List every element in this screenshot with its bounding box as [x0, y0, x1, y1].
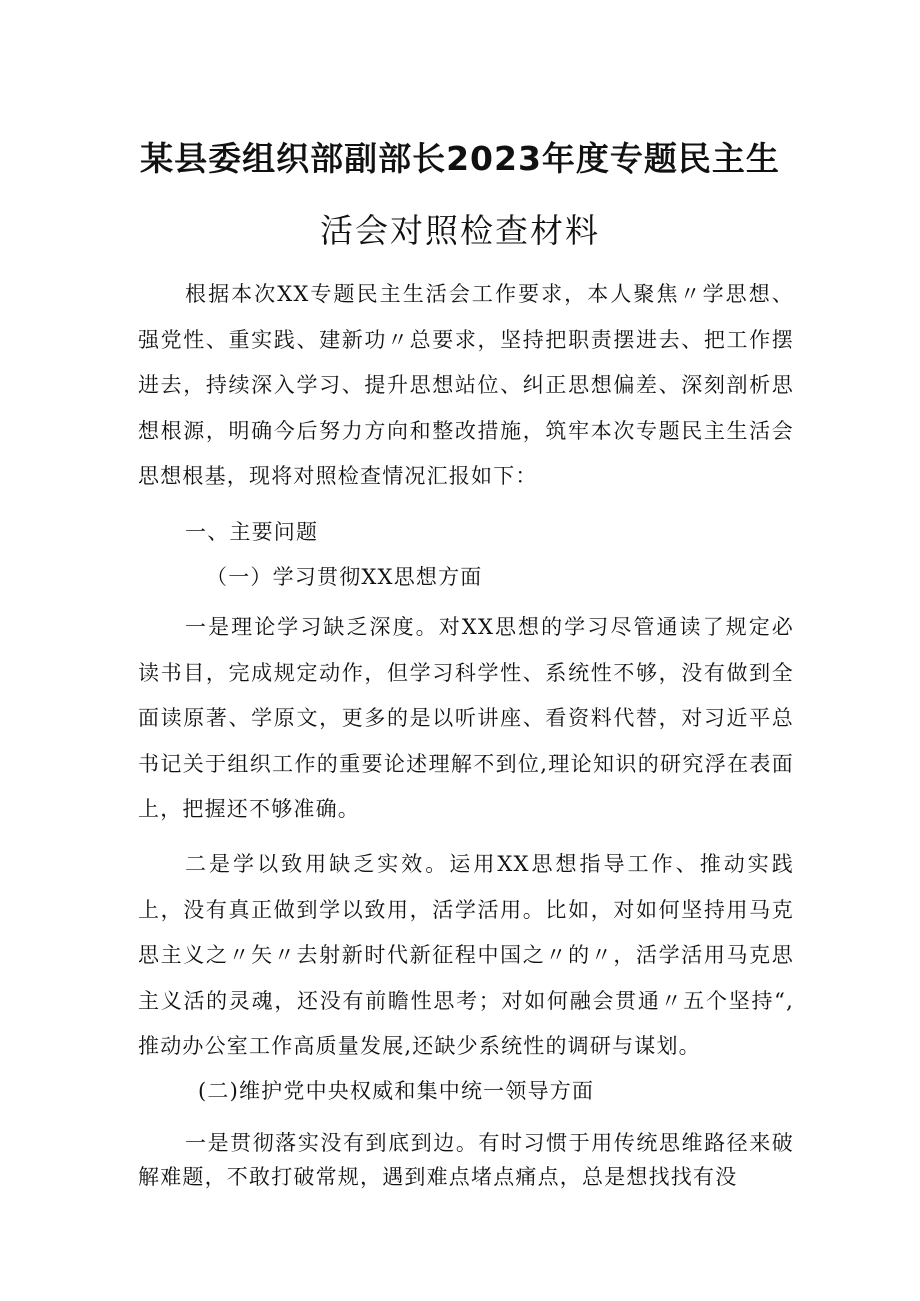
- point3-paragraph: 一是贯彻落实没有到底到边。有时习惯于用传统思维路径来破解难题，不敢打破常规，遇到难点堵点痛点，总是想找找有没: [138, 1131, 794, 1189]
- point2-paragraph: 二是学以致用缺乏实效。运用XX思想指导工作、推动实践上，没有真正做到学以致用，活学活用。比如，对如何坚持用马克思主义之〃矢〃去射新时代新征程中国之〃的〃，活学活用马克思主义活的灵魂，还没有前瞻性思考；对如何融会贯通〃五个坚持“,推动办公室工作高质量发展,还缺少系统性的调研与谋划。: [138, 852, 794, 1058]
- document-title-line1: 某县委组织部副部长2023年度专题民主生: [140, 139, 780, 178]
- document-title-line2: 活会对照检查材料: [320, 211, 600, 250]
- subsection2-heading: (二)维护党中央权威和集中统一领导方面: [198, 1079, 595, 1103]
- subsection1-heading: （一）学习贯彻XX思想方面: [206, 565, 483, 589]
- intro-paragraph: 根据本次XX专题民主生活会工作要求，本人聚焦〃学思想、强党性、重实践、建新功〃总要求，坚持把职责摆进去、把工作摆进去，持续深入学习、提升思想站位、纠正思想偏差、深刻剖析思想根源，明确今后努力方向和整改措施，筑牢本次专题民主生活会思想根基，现将对照检查情况汇报如下：: [138, 282, 794, 488]
- section1-heading: 一、主要问题: [185, 520, 319, 544]
- point1-paragraph: 一是理论学习缺乏深度。对XX思想的学习尽管通读了规定必读书目，完成规定动作，但学习科学性、系统性不够，没有做到全面读原著、学原文，更多的是以听讲座、看资料代替，对习近平总书记关于组织工作的重要论述理解不到位,理论知识的研究浮在表面上，把握还不够准确。: [138, 615, 794, 821]
